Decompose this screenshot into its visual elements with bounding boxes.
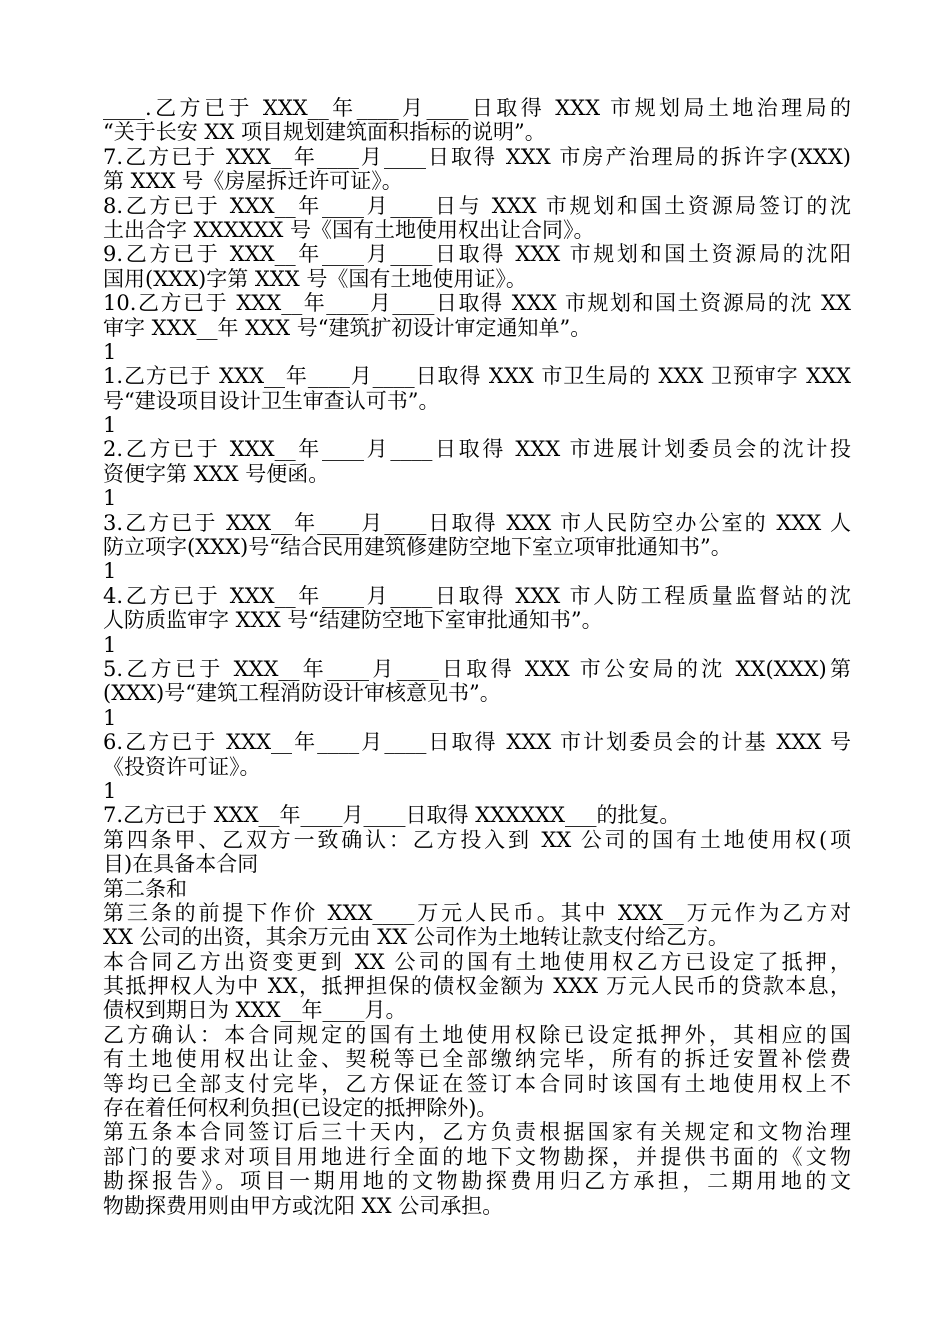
text-line: 防立项字(XXX)号“结合民用建筑修建防空地下室立项审批通知书”。 [103, 535, 732, 560]
text-line: 资便字第 XXX 号便函。 [103, 461, 330, 486]
text-line: (XXX)号“建筑工程消防设计审核意见书”。 [103, 681, 501, 706]
text-line: 2.乙方已于 XXX__年____月____日取得 XXX 市进展计划委员会的沈计投 [103, 437, 851, 462]
text-line: 6.乙方已于 XXX__年____月____日取得 XXX 市计划委员会的计基 XXX 号 [103, 730, 851, 755]
text-line: 《投资许可证》。 [103, 754, 261, 779]
document-page [103, 96, 851, 1218]
text-line: 10.乙方已于 XXX__年____月____日取得 XXX 市规划和国土资源局的沈 XX [103, 291, 851, 316]
text-line: 本合同乙方出资变更到 XX 公司的国有土地使用权乙方已设定了抵押， [103, 949, 851, 974]
text-line: 部门的要求对项目用地进行全面的地下文物勘探，并提供书面的《文物 [103, 1144, 851, 1169]
text-line: 号“建设项目设计卫生审查认可书”。 [103, 388, 440, 413]
text-line: 4.乙方已于 XXX__年____月____日取得 XXX 市人防工程质量监督站的沈 [103, 583, 851, 608]
text-line: 1 [103, 632, 117, 657]
text-line: 审字 XXX__年 XXX 号“建筑扩初设计审定通知单”。 [103, 315, 592, 340]
text-line: 3.乙方已于 XXX__年____月____日取得 XXX 市人民防空办公室的 XXX 人 [103, 510, 851, 535]
text-line: 乙方确认：本合同规定的国有土地使用权除已设定抵押外，其相应的国 [103, 1022, 851, 1047]
text-line: 勘探报告》。项目一期用地的文物勘探费用归乙方承担，二期用地的文 [103, 1169, 851, 1194]
text-line: ____.乙方已于 XXX__年____月____日取得 XXX 市规划局土地治理局的 [103, 96, 851, 120]
text-line: 债权到期日为 XXX__年____月。 [103, 998, 407, 1023]
text-line: 国用(XXX)字第 XXX 号《国有土地使用证》。 [103, 266, 527, 291]
text-line: 1 [103, 486, 117, 511]
text-line: 第五条本合同签订后三十天内，乙方负责根据国家有关规定和文物治理 [103, 1120, 851, 1145]
text-line: 其抵押权人为中 XX，抵押担保的债权金额为 XXX 万元人民币的贷款本息， [103, 974, 851, 999]
text-line: 1 [103, 559, 117, 584]
text-line: 1.乙方已于 XXX__年____月____日取得 XXX 市卫生局的 XXX 卫预审字 XXX [103, 364, 851, 389]
text-line: 第四条甲、乙双方一致确认：乙方投入到 XX 公司的国有土地使用权(项 [103, 827, 851, 852]
text-line: 8.乙方已于 XXX__年____月____日与 XXX 市规划和国土资源局签订的沈 [103, 193, 851, 218]
text-line: 1 [103, 778, 117, 803]
text-line: 1 [103, 413, 117, 438]
text-line: 物勘探费用则由甲方或沈阳 XX 公司承担。 [103, 1193, 504, 1218]
text-line: 目)在具备本合同 [103, 852, 259, 877]
text-line: 有土地使用权出让金、契税等已全部缴纳完毕，所有的拆迁安置补偿费 [103, 1047, 851, 1072]
text-line: 存在着任何权利负担(已设定的抵押除外)。 [103, 1096, 498, 1121]
text-line: 第二条和 [103, 876, 187, 901]
text-line: “关于长安 XX 项目规划建筑面积指标的说明”。 [103, 120, 546, 145]
text-line: 7.乙方已于 XXX__年____月____日取得 XXXXXX___的批复。 [103, 803, 681, 828]
text-line: XX 公司的出资，其余万元由 XX 公司作为土地转让款支付给乙方。 [103, 925, 729, 950]
text-line: 1 [103, 705, 117, 730]
text-line: 1 [103, 339, 117, 364]
text-line: 人防质监审字 XXX 号“结建防空地下室审批通知书”。 [103, 608, 603, 633]
text-line: 5.乙方已于 XXX__年____月____日取得 XXX 市公安局的沈 XX(XXX)第 [103, 656, 851, 681]
text-line: 土出合字 XXXXXX 号《国有土地使用权出让合同》。 [103, 217, 595, 242]
text-line: 等均已全部支付完毕，乙方保证在签订本合同时该国有土地使用权上不 [103, 1071, 851, 1096]
text-line: 7.乙方已于 XXX__年____月____日取得 XXX 市房产治理局的拆许字(XXX) [103, 144, 851, 169]
text-line: 第 XXX 号《房屋拆迁许可证》。 [103, 169, 403, 194]
text-line: 9.乙方已于 XXX__年____月____日取得 XXX 市规划和国土资源局的沈阳 [103, 242, 851, 267]
text-line: 第三条的前提下作价 XXX____万元人民币。其中 XXX__万元作为乙方对 [103, 900, 851, 925]
